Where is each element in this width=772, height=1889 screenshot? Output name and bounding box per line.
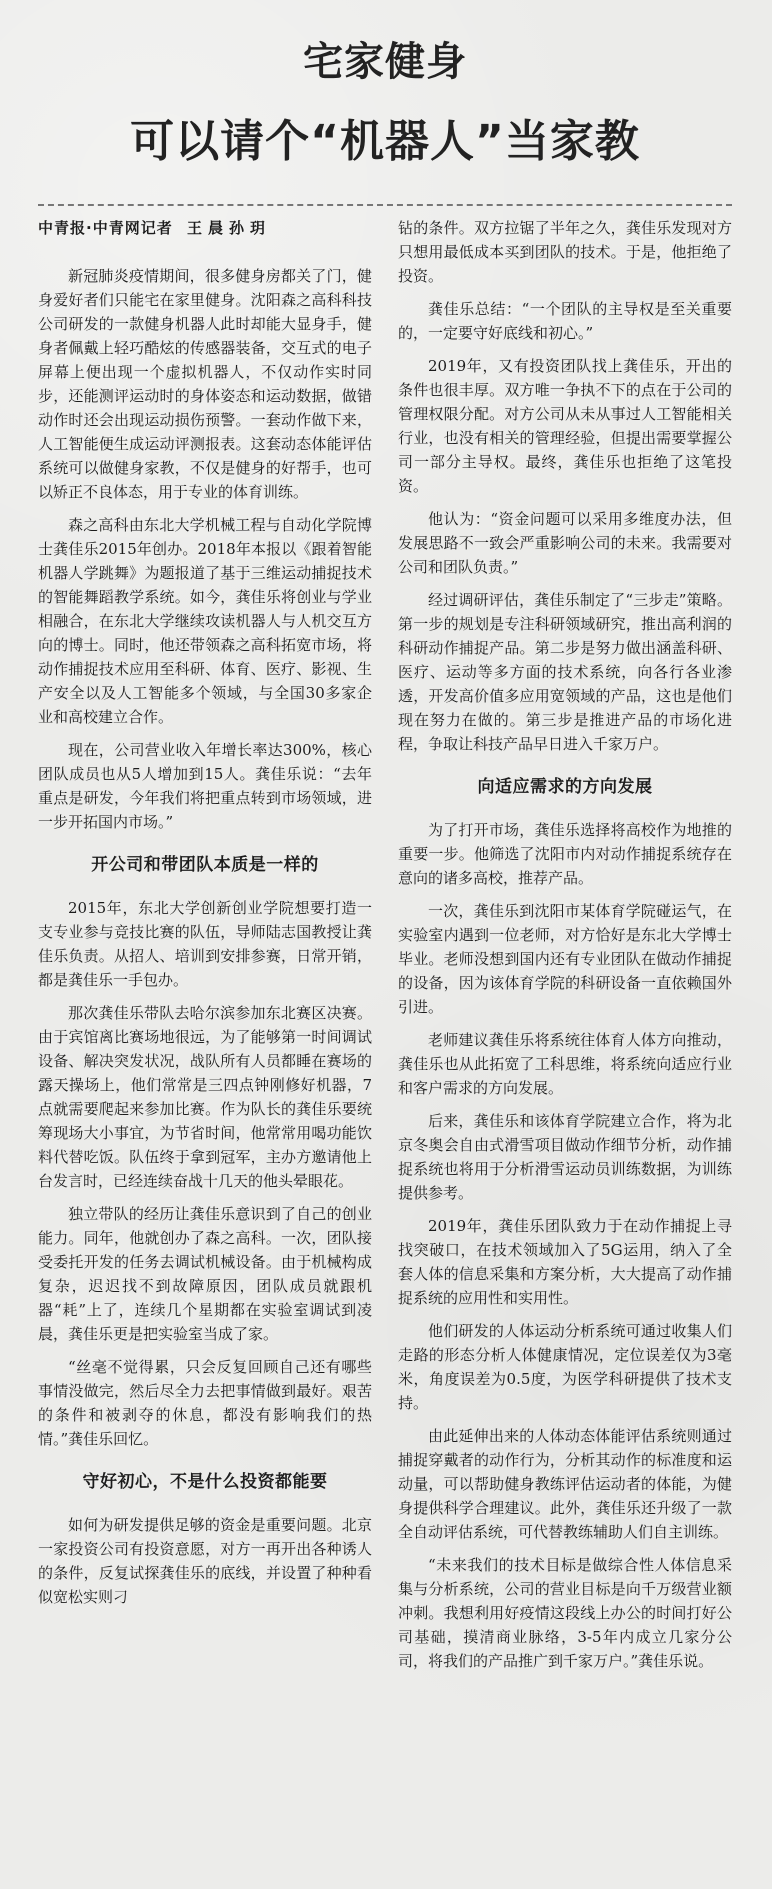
section-3-paragraph-5: 2019年，龚佳乐团队致力于在动作捕捉上寻找突破口，在技术领域加入了5G运用，纳入了全套人体的信息采集和方案分析，大大提高了动作捕捉系统的应用性和实用性。 [398, 1217, 732, 1307]
right-paragraph-4: 经过调研评估，龚佳乐制定了“三步走”策略。第一步的规划是专注科研领域研究，推出高利润的科研动作捕捉产品。第二步是努力做出涵盖科研、医疗、运动等多方面的技术系统，向各行各业渗透，开发高价值多应用宽领域的产品，这也是他们现在努力在做的。第三步是推进产品的市场化进程，争取让科技产品早日进入千家万户。 [398, 591, 732, 753]
section-3-paragraph-4: 后来，龚佳乐和该体育学院建立合作，将为北京冬奥会自由式滑雪项目做动作细节分析，动作捕捉系统也将用于分析滑雪运动员训练数据，为训练提供参考。 [398, 1112, 732, 1202]
section-1-paragraph-2: 那次龚佳乐带队去哈尔滨参加东北赛区决赛。由于宾馆离比赛场地很远，为了能够第一时间调试设备、解决突发状况，战队所有人员都睡在赛场的露天操场上，他们常常是三四点钟刚修好机器，7点就需要爬起来参加比赛。作为队长的龚佳乐要统筹现场大小事宜，为节省时间，他常常用喝功能饮料代替吃饭。队伍终于拿到冠军，主办方邀请他上台发言时，已经连续奋战十几天的他头晕眼花。 [38, 1004, 372, 1190]
section-1-paragraph-3: 独立带队的经历让龚佳乐意识到了自己的创业能力。同年，他就创办了森之高科。一次，团队接受委托开发的任务去调试机械设备。由于机械构成复杂，迟迟找不到故障原因，团队成员就跟机器“耗”上了，连续几个星期都在实验室调试到凌晨，龚佳乐更是把实验室当成了家。 [38, 1205, 372, 1343]
right-paragraph-2: 2019年，又有投资团队找上龚佳乐，开出的条件也很丰厚。双方唯一争执不下的点在于公司的管理权限分配。对方公司从未从事过人工智能相关行业，也没有相关的管理经验，但提出需要掌握公司一部分主导权。最终，龚佳乐也拒绝了这笔投资。 [398, 357, 732, 495]
section-3-paragraph-1: 为了打开市场，龚佳乐选择将高校作为地推的重要一步。他筛选了沈阳市内对动作捕捉系统存在意向的诸多高校，推荐产品。 [398, 821, 732, 887]
section-title-3: 向适应需求的方向发展 [477, 777, 653, 797]
left-paragraph-1: 新冠肺炎疫情期间，很多健身房都关了门，健身爱好者们只能宅在家里健身。沈阳森之高科科技公司研发的一款健身机器人此时却能大显身手，健身者佩戴上轻巧酷炫的传感器装备，交互式的电子屏幕上便出现一个虚拟机器人，不仅动作实时同步，还能测评运动时的身体姿态和运动数据，做错动作时还会出现运动损伤预警。一套动作做下来，人工智能便生成运动评测报表。这套动态体能评估系统可以做健身家教，不仅是健身的好帮手，也可以矫正不良体态，用于专业的体育训练。 [38, 267, 372, 501]
left-paragraph-3: 现在，公司营业收入年增长率达300%，核心团队成员也从5人增加到15人。龚佳乐说：“去年重点是研发，今年我们将把重点转到市场领域，进一步开拓国内市场。” [38, 741, 372, 831]
byline-reporter: 王晨孙玥 [186, 219, 271, 237]
headline-line-2: 可以请个“机器人”当家教 [130, 116, 640, 167]
section-3-paragraph-6: 他们研发的人体运动分析系统可通过收集人们走路的形态分析人体健康情况，定位误差仅为3毫米，角度误差为0.5度，为医学科研提供了技术支持。 [398, 1322, 732, 1412]
section-3-paragraph-2: 一次，龚佳乐到沈阳市某体育学院碰运气，在实验室内遇到一位老师，对方恰好是东北大学博士毕业。老师没想到国内还有专业团队在做动作捕捉的设备，因为该体育学院的科研设备一直依赖国外引进。 [398, 902, 732, 1016]
right-paragraph-3: 他认为：“资金问题可以采用多维度办法，但发展思路不一致会严重影响公司的未来。我需要对公司和团队负责。” [398, 510, 732, 576]
section-3-paragraph-8: “未来我们的技术目标是做综合性人体信息采集与分析系统，公司的营业目标是向千万级营业额冲刺。我想利用好疫情这段线上办公的时间打好公司基础，摸清商业脉络，3-5年内成立几家分公司，将我们的产品推广到千家万户。”龚佳乐说。 [398, 1556, 732, 1670]
byline [38, 216, 372, 240]
section-title-2: 守好初心，不是什么投资都能要 [82, 1472, 328, 1492]
right-column [398, 216, 732, 1682]
section-3-paragraph-3: 老师建议龚佳乐将系统往体育人体方向推动，龚佳乐也从此拓宽了工科思维，将系统向适应行业和客户需求的方向发展。 [398, 1031, 732, 1097]
left-paragraph-2: 森之高科由东北大学机械工程与自动化学院博士龚佳乐2015年创办。2018年本报以《跟着智能机器人学跳舞》为题报道了基于三维运动捕捉技术的智能舞蹈教学系统。如今，龚佳乐将创业与学业相融合，在东北大学继续攻读机器人与人机交互方向的博士。同时，他还带领森之高科拓宽市场，将动作捕捉技术应用至科研、体育、医疗、影视、生产安全以及人工智能多个领域，与全国30多家企业和高校建立合作。 [38, 516, 372, 726]
byline-source: 中青报·中青网记者 [38, 219, 173, 237]
headline-line-1: 宅家健身 [303, 39, 467, 85]
right-paragraph-1: 龚佳乐总结：“一个团队的主导权是至关重要的，一定要守好底线和初心。” [398, 300, 732, 342]
section-2-paragraph-1: 如何为研发提供足够的资金是重要问题。北京一家投资公司有投资意愿，对方一再开出各种诱人的条件，反复试探龚佳乐的底线，并设置了种种看似宽松实则刁 [38, 1516, 372, 1606]
right-continuation: 钻的条件。双方拉锯了半年之久，龚佳乐发现对方只想用最低成本买到团队的技术。于是，他拒绝了投资。 [398, 219, 732, 285]
headline-divider [38, 204, 732, 206]
section-1-paragraph-4: “丝毫不觉得累，只会反复回顾自己还有哪些事情没做完，然后尽全力去把事情做到最好。艰苦的条件和被剥夺的休息，都没有影响我们的热情。”龚佳乐回忆。 [38, 1358, 372, 1448]
section-3-paragraph-7: 由此延伸出来的人体动态体能评估系统则通过捕捉穿戴者的动作行为，分析其动作的标准度和运动量，可以帮助健身教练评估运动者的体能，为健身提供科学合理建议。此外，龚佳乐还升级了一款全自动评估系统，可代替教练辅助人们自主训练。 [398, 1427, 732, 1541]
article-columns [38, 216, 732, 1682]
section-title-1: 开公司和带团队本质是一样的 [91, 855, 319, 875]
left-column [38, 216, 372, 1618]
section-1-paragraph-1: 2015年，东北大学创新创业学院想要打造一支专业参与竞技比赛的队伍，导师陆志国教授让龚佳乐负责。从招人、培训到安排参赛，日常开销，都是龚佳乐一手包办。 [38, 899, 372, 989]
